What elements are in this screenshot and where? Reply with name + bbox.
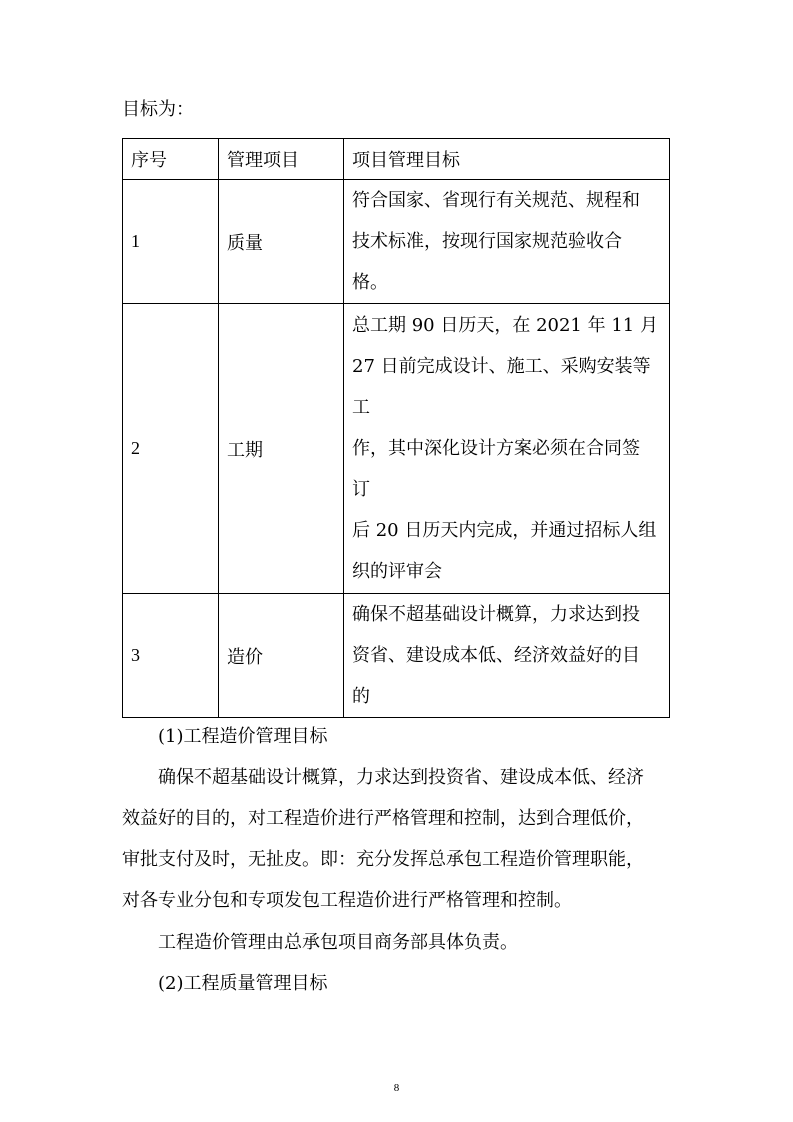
target-line: 后 20 日历天内完成，并通过招标人组 — [352, 520, 657, 541]
target-line: 格。 — [352, 272, 388, 293]
target-line: 织的评审会 — [352, 561, 442, 582]
section-heading-text: (1)工程造价管理目标 — [158, 726, 328, 747]
header-seq: 序号 — [123, 139, 219, 180]
target-line: 工 — [352, 397, 370, 418]
row-item: 工期 — [219, 304, 344, 594]
intro-label: 目标为： — [122, 99, 194, 120]
row-seq: 3 — [123, 594, 219, 718]
paragraph-cost-goal — [122, 757, 670, 921]
row-seq: 1 — [123, 180, 219, 304]
target-line: 技术标准，按现行国家规范验收合 — [352, 231, 622, 252]
paragraph-line: 效益好的目的，对工程造价进行严格管理和控制，达到合理低价， — [122, 808, 644, 829]
target-line: 资省、建设成本低、经济效益好的目 — [352, 645, 640, 666]
page-number: 8 — [393, 1082, 400, 1094]
management-goals-table — [122, 138, 670, 718]
paragraph-line: 工程造价管理由总承包项目商务部具体负责。 — [158, 932, 518, 953]
header-item: 管理项目 — [219, 139, 344, 180]
target-line: 总工期 90 日历天，在 2021 年 11 月 — [352, 315, 658, 336]
target-line: 作，其中深化设计方案必须在合同签 — [352, 438, 640, 459]
row-item: 质量 — [219, 180, 344, 304]
target-line: 27 日前完成设计、施工、采购安装等 — [352, 356, 651, 377]
paragraph-line: 对各专业分包和专项发包工程造价进行严格管理和控制。 — [122, 890, 572, 911]
header-target: 项目管理目标 — [344, 139, 670, 180]
row-seq: 2 — [123, 304, 219, 594]
section-heading-cost — [122, 716, 670, 757]
target-line: 确保不超基础设计概算，力求达到投 — [352, 604, 640, 625]
paragraph-line: 审批支付及时，无扯皮。即：充分发挥总承包工程造价管理职能， — [122, 849, 644, 870]
target-line: 符合国家、省现行有关规范、规程和 — [352, 190, 640, 211]
row-target — [344, 304, 670, 594]
section-heading-text: (2)工程质量管理目标 — [158, 973, 328, 994]
table-row — [123, 304, 670, 594]
target-line: 的 — [352, 686, 370, 707]
paragraph-line: 确保不超基础设计概算，力求达到投资省、建设成本低、经济 — [158, 767, 644, 788]
target-line: 订 — [352, 479, 370, 500]
row-target — [344, 180, 670, 304]
table-header-row — [123, 139, 670, 180]
table-row — [123, 594, 670, 718]
row-item: 造价 — [219, 594, 344, 718]
section-heading-quality — [122, 963, 670, 1004]
paragraph-responsibility — [122, 922, 670, 963]
row-target — [344, 594, 670, 718]
table-row — [123, 180, 670, 304]
